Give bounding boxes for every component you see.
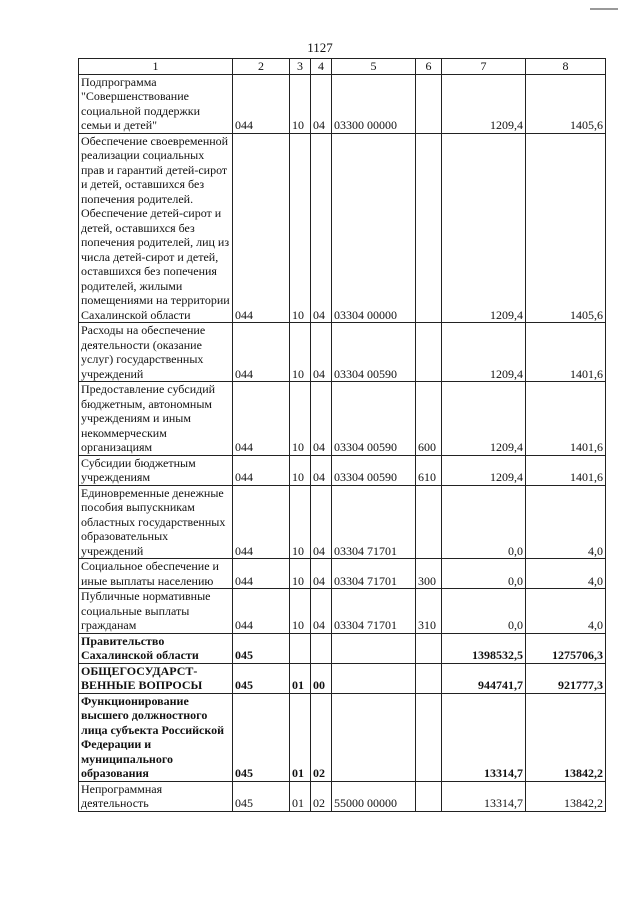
- target-article-code: 03304 00590: [332, 455, 416, 485]
- section-code: 01: [290, 693, 311, 781]
- expense-type-code: [416, 485, 442, 559]
- row-name: Социальное обеспечение и иные выплаты населению: [79, 559, 233, 589]
- row-name: Субсидии бюджетным учреждениям: [79, 455, 233, 485]
- target-article-code: 03300 00000: [332, 74, 416, 133]
- column-header: 5: [332, 59, 416, 75]
- section-code: [290, 633, 311, 663]
- amount-col8: 1401,6: [526, 382, 606, 456]
- column-header: 1: [79, 59, 233, 75]
- amount-col7: 13314,7: [442, 781, 526, 811]
- section-code: 10: [290, 485, 311, 559]
- section-code: 10: [290, 323, 311, 382]
- target-article-code: 03304 00590: [332, 323, 416, 382]
- table-row: [79, 781, 606, 811]
- expense-type-code: [416, 633, 442, 663]
- amount-col7: 1209,4: [442, 133, 526, 323]
- amount-col8: 1275706,3: [526, 633, 606, 663]
- target-article-code: 03304 71701: [332, 485, 416, 559]
- amount-col8: 1405,6: [526, 74, 606, 133]
- subsection-code: 04: [311, 74, 332, 133]
- table-row: [79, 589, 606, 634]
- expense-type-code: 300: [416, 559, 442, 589]
- row-name: Обеспечение своевременной реализации социальных прав и гарантий детей-сирот и детей, оставшихся без попечения родителей. Обеспечение детей-сирот и детей, оставшихся без попечения родителей, лиц из числа детей-сирот и детей, оставшихся без попечения родителей, жилыми помещениями на территории Сахалинской области: [79, 133, 233, 323]
- subsection-code: [311, 633, 332, 663]
- column-header: 4: [311, 59, 332, 75]
- amount-col7: 1209,4: [442, 323, 526, 382]
- ministry-code: 044: [233, 589, 290, 634]
- ministry-code: 044: [233, 323, 290, 382]
- column-header: 8: [526, 59, 606, 75]
- subsection-code: 04: [311, 455, 332, 485]
- table-row: [79, 663, 606, 693]
- expense-type-code: [416, 663, 442, 693]
- ministry-code: 044: [233, 133, 290, 323]
- table-row: [79, 455, 606, 485]
- table-row: [79, 633, 606, 663]
- amount-col8: 13842,2: [526, 693, 606, 781]
- column-header: 3: [290, 59, 311, 75]
- amount-col8: 1405,6: [526, 133, 606, 323]
- expense-type-code: 600: [416, 382, 442, 456]
- table-row: [79, 133, 606, 323]
- row-name: Непрограммная деятельность: [79, 781, 233, 811]
- expense-type-code: [416, 323, 442, 382]
- row-name: Подпрограмма "Совершенствование социальной поддержки семьи и детей": [79, 74, 233, 133]
- table-row: [79, 693, 606, 781]
- amount-col7: 1209,4: [442, 455, 526, 485]
- section-code: 10: [290, 559, 311, 589]
- section-code: 10: [290, 133, 311, 323]
- target-article-code: [332, 633, 416, 663]
- amount-col8: 921777,3: [526, 663, 606, 693]
- amount-col7: 13314,7: [442, 693, 526, 781]
- subsection-code: 04: [311, 382, 332, 456]
- section-code: 10: [290, 589, 311, 634]
- column-header: 6: [416, 59, 442, 75]
- column-header: 2: [233, 59, 290, 75]
- row-name: Предоставление субсидий бюджетным, автономным учреждениям и иным некоммерческим организациям: [79, 382, 233, 456]
- target-article-code: 03304 71701: [332, 589, 416, 634]
- section-code: 10: [290, 455, 311, 485]
- amount-col8: 1401,6: [526, 323, 606, 382]
- subsection-code: 04: [311, 133, 332, 323]
- section-code: 10: [290, 382, 311, 456]
- ministry-code: 044: [233, 455, 290, 485]
- row-name: Единовременные денежные пособия выпускникам областных государственных образовательных учреждений: [79, 485, 233, 559]
- table-row: [79, 485, 606, 559]
- table-row: [79, 559, 606, 589]
- amount-col8: 4,0: [526, 589, 606, 634]
- ministry-code: 045: [233, 693, 290, 781]
- ministry-code: 045: [233, 663, 290, 693]
- section-code: 01: [290, 781, 311, 811]
- scan-mark: [590, 8, 618, 10]
- target-article-code: 55000 00000: [332, 781, 416, 811]
- amount-col7: 1209,4: [442, 74, 526, 133]
- section-code: 10: [290, 74, 311, 133]
- budget-table: [78, 58, 606, 812]
- table-row: [79, 382, 606, 456]
- subsection-code: 04: [311, 485, 332, 559]
- table-row: [79, 74, 606, 133]
- row-name: Правительство Сахалинской области: [79, 633, 233, 663]
- target-article-code: [332, 693, 416, 781]
- ministry-code: 044: [233, 485, 290, 559]
- subsection-code: 02: [311, 693, 332, 781]
- header-row: [79, 59, 606, 75]
- amount-col7: 0,0: [442, 559, 526, 589]
- ministry-code: 044: [233, 559, 290, 589]
- row-name: Расходы на обеспечение деятельности (оказание услуг) государственных учреждений: [79, 323, 233, 382]
- amount-col7: 0,0: [442, 485, 526, 559]
- subsection-code: 04: [311, 559, 332, 589]
- amount-col7: 944741,7: [442, 663, 526, 693]
- ministry-code: 044: [233, 74, 290, 133]
- section-code: 01: [290, 663, 311, 693]
- row-name: Функционирование высшего должностного лица субъекта Российской Федерации и муниципального образования: [79, 693, 233, 781]
- subsection-code: 02: [311, 781, 332, 811]
- expense-type-code: [416, 693, 442, 781]
- subsection-code: 00: [311, 663, 332, 693]
- amount-col7: 1398532,5: [442, 633, 526, 663]
- target-article-code: 03304 71701: [332, 559, 416, 589]
- table-row: [79, 323, 606, 382]
- ministry-code: 044: [233, 382, 290, 456]
- subsection-code: 04: [311, 589, 332, 634]
- amount-col8: 4,0: [526, 485, 606, 559]
- target-article-code: 03304 00000: [332, 133, 416, 323]
- expense-type-code: [416, 781, 442, 811]
- expense-type-code: [416, 133, 442, 323]
- row-name: Публичные нормативные социальные выплаты гражданам: [79, 589, 233, 634]
- subsection-code: 04: [311, 323, 332, 382]
- amount-col8: 4,0: [526, 559, 606, 589]
- column-header: 7: [442, 59, 526, 75]
- amount-col7: 1209,4: [442, 382, 526, 456]
- amount-col8: 13842,2: [526, 781, 606, 811]
- amount-col7: 0,0: [442, 589, 526, 634]
- amount-col8: 1401,6: [526, 455, 606, 485]
- target-article-code: 03304 00590: [332, 382, 416, 456]
- ministry-code: 045: [233, 781, 290, 811]
- expense-type-code: 610: [416, 455, 442, 485]
- ministry-code: 045: [233, 633, 290, 663]
- target-article-code: [332, 663, 416, 693]
- row-name: ОБЩЕГОСУДАРСТ-ВЕННЫЕ ВОПРОСЫ: [79, 663, 233, 693]
- expense-type-code: 310: [416, 589, 442, 634]
- expense-type-code: [416, 74, 442, 133]
- page-number: 1127: [307, 40, 333, 55]
